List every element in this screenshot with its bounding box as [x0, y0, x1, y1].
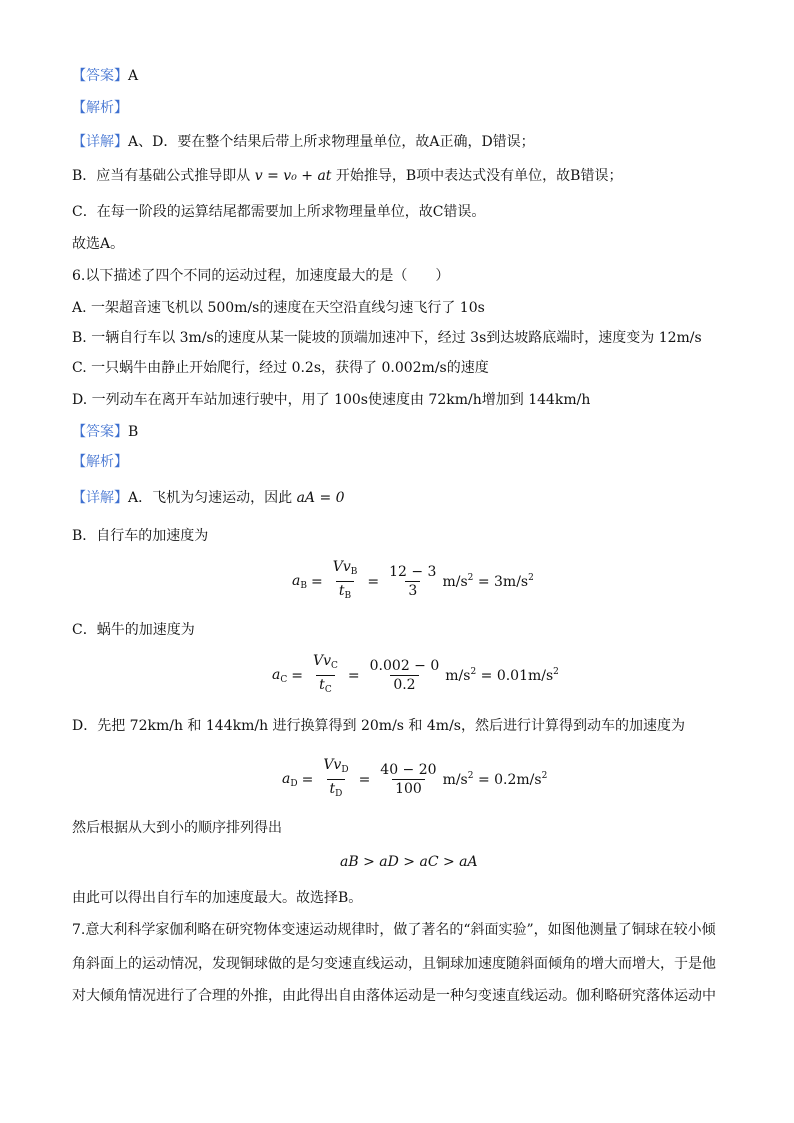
eq-num-frac	[386, 563, 439, 600]
eq-lhs-sub: D	[290, 778, 298, 789]
q5-answer-line	[72, 66, 138, 86]
eq-dt: t	[319, 677, 325, 693]
eq-sign: =	[301, 771, 314, 788]
detail-text: A．飞机为匀速运动，因此	[128, 490, 293, 506]
eq-dv-sub: B	[350, 567, 358, 577]
q5-line-c: C．在每一阶段的运算结尾都需要加上所求物理量单位，故C错误。	[72, 204, 486, 220]
q6-option-c: C. 一只蜗牛由静止开始爬行，经过 0.2s，获得了 0.002m/s的速度	[72, 360, 489, 376]
eq-unit: $m/s^2 = 0.01m/s^2$	[445, 667, 559, 684]
eq-num-frac	[367, 657, 443, 694]
eq-dv: Vv	[312, 653, 332, 669]
q6-analysis-tag	[72, 452, 128, 472]
q6-conclusion: 由此可以得出自行车的加速度最大。故选择B。	[72, 890, 363, 906]
eq-lhs-var: a	[292, 572, 301, 589]
eq-dv-frac	[330, 558, 361, 605]
eq-result: = 3m/s	[477, 574, 529, 590]
detail-tag: 【详解】	[72, 134, 128, 150]
equation-b	[292, 558, 534, 605]
analysis-tag: 【解析】	[72, 454, 128, 470]
eq-dv-frac	[320, 756, 351, 803]
eq-num-frac	[377, 761, 439, 798]
eq-dt: t	[338, 583, 345, 599]
q6-line-d: D．先把 72km/h 和 144km/h 进行换算得到 20m/s 和 4m/s，然后进行计算得到动车的加速度为	[72, 718, 685, 734]
q6-answer-line	[72, 422, 138, 442]
eq-num: 12 − 3	[389, 564, 437, 580]
q7-line-2: 角斜面上的运动情况，发现铜球做的是匀变速直线运动，且铜球加速度随斜面倾角的增大而增大，于是他	[72, 956, 716, 972]
eq-den: 0.2	[390, 675, 418, 694]
eq-dv: Vv	[332, 559, 351, 575]
eq-sign: =	[367, 573, 380, 590]
answer-value: A	[128, 68, 139, 84]
q5-detail-line	[72, 132, 535, 152]
eq-dv-sub: C	[331, 661, 338, 671]
eq-unit1: m/s	[442, 772, 468, 788]
eq-den: 100	[392, 779, 425, 798]
detail-text: A、D．要在整个结果后带上所求物理量单位，故A正确，D错误；	[128, 134, 535, 150]
eq-dt-sub: D	[335, 789, 343, 799]
q6-option-b: B. 一辆自行车以 3m/s的速度从某一陡坡的顶端加速冲下，经过 3s到达坡路底端时，速度变为 12m/s	[72, 330, 702, 346]
eq-result: = 0.01m/s	[480, 668, 554, 684]
eq-unit: $m/s^2 = 0.2m/s^2$	[442, 771, 548, 788]
detail-tag: 【详解】	[72, 490, 128, 506]
eq-sign: =	[358, 771, 371, 788]
eq-sign: =	[310, 573, 323, 590]
eq-unit1: m/s	[445, 668, 471, 684]
eq-dv-frac	[310, 652, 341, 699]
answer-value: B	[128, 424, 139, 440]
eq-lhs-var: a	[282, 770, 291, 787]
eq-result: = 0.2m/s	[477, 772, 542, 788]
eq-dt-sub: B	[344, 591, 352, 601]
eq-dv: Vv	[323, 757, 342, 773]
order-inequality: aB > aD > aC > aA	[340, 854, 478, 870]
q6-line-c: C．蜗牛的加速度为	[72, 622, 195, 638]
eq-den: 3	[405, 581, 420, 600]
q6-option-a: A. 一架超音速飞机以 500m/s的速度在天空沿直线匀速飞行了 10s	[72, 300, 485, 316]
eq-num: 0.002 − 0	[369, 658, 440, 674]
equation-c	[272, 652, 559, 699]
q5-line-b	[72, 166, 622, 186]
q6-option-d: D. 一列动车在离开车站加速行驶中，用了 100s使速度由 72km/h增加到 144km/h	[72, 392, 591, 408]
q6-order-intro: 然后根据从大到小的顺序排列得出	[72, 820, 282, 836]
q7-line-3: 对大倾角情况进行了合理的外推，由此得出自由落体运动是一种匀变速直线运动。伽利略研究落体运动中	[72, 988, 716, 1004]
equation-d	[282, 756, 547, 803]
q5-analysis-tag	[72, 98, 128, 118]
q6-stem: 6.以下描述了四个不同的运动过程，加速度最大的是（ ）	[72, 268, 450, 284]
eq-lhs	[272, 667, 287, 685]
q5-conclusion: 故选A。	[72, 236, 125, 252]
eq-sign: =	[291, 667, 303, 684]
eq-dt: t	[329, 781, 336, 797]
formula-aa: aA = 0	[296, 490, 345, 506]
eq-unit: $m/s^2 = 3m/s^2$	[442, 573, 534, 590]
eq-lhs-sub: C	[280, 674, 288, 685]
q6-detail-line	[72, 488, 345, 508]
answer-tag: 【答案】	[72, 424, 128, 440]
eq-lhs	[292, 573, 307, 591]
q7-line-1: 7.意大利科学家伽利略在研究物体变速运动规律时，做了著名的“斜面实验”，如图他测量了铜球在较小倾	[72, 922, 716, 938]
eq-dt-sub: C	[324, 685, 332, 695]
eq-num: 40 − 20	[380, 762, 437, 778]
eq-unit1: m/s	[442, 574, 468, 590]
line-b-pre: B．应当有基础公式推导即从	[72, 168, 251, 184]
formula-b: v = v₀ + at	[254, 168, 332, 184]
line-b-post: 开始推导，B项中表达式没有单位，故B错误；	[335, 168, 623, 184]
eq-lhs-sub: B	[300, 580, 307, 591]
q6-line-b: B．自行车的加速度为	[72, 528, 209, 544]
eq-sign: =	[347, 667, 360, 684]
eq-lhs	[282, 771, 298, 789]
analysis-tag: 【解析】	[72, 100, 128, 116]
answer-tag: 【答案】	[72, 68, 128, 84]
eq-lhs-var: a	[272, 666, 281, 683]
eq-dv-sub: D	[341, 765, 349, 775]
